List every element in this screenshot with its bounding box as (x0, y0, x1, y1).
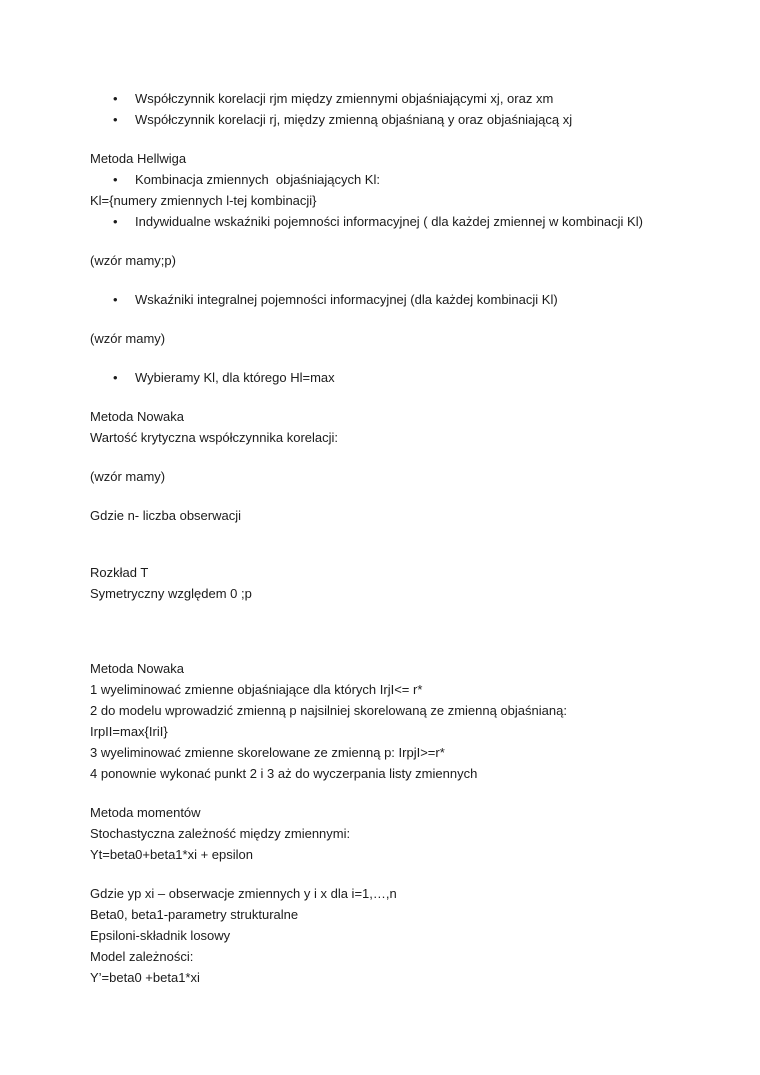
document-body (90, 88, 672, 988)
line-text: Epsiloni-składnik losowy (90, 928, 231, 943)
bullet-item (90, 211, 672, 232)
text-line (90, 802, 672, 823)
bullet-icon: • (113, 292, 118, 307)
bullet-icon: • (113, 370, 118, 385)
text-line (90, 679, 672, 700)
blank-line (90, 310, 672, 328)
line-text: Kl={numery zmiennych l-tej kombinacji} (90, 193, 317, 208)
blank-line (90, 526, 672, 544)
blank-line (90, 865, 672, 883)
line-text: Wybieramy Kl, dla którego Hl=max (135, 370, 335, 385)
blank-line (90, 388, 672, 406)
text-line (90, 925, 672, 946)
text-line (90, 763, 672, 784)
text-line (90, 823, 672, 844)
text-line (90, 190, 672, 211)
line-text: Symetryczny względem 0 ;p (90, 586, 252, 601)
bullet-icon: • (113, 112, 118, 127)
blank-line (90, 349, 672, 367)
text-line (90, 721, 672, 742)
line-text: Metoda Nowaka (90, 661, 184, 676)
line-text: Gdzie n- liczba obserwacji (90, 508, 242, 523)
text-line (90, 904, 672, 925)
text-line (90, 250, 672, 271)
bullet-icon: • (113, 172, 118, 187)
text-line (90, 700, 672, 721)
blank-line (90, 448, 672, 466)
text-line (90, 148, 672, 169)
line-text: 2 do modelu wprowadzić zmienną p najsilniej skorelowaną ze zmienną objaśnianą: (90, 703, 567, 718)
bullet-item (90, 88, 672, 109)
bullet-icon: • (113, 214, 118, 229)
line-text: Wskaźniki integralnej pojemności informacyjnej (dla każdej kombinacji Kl) (135, 292, 558, 307)
blank-line (90, 544, 672, 562)
line-text: Rozkład T (90, 565, 149, 580)
line-text: Indywidualne wskaźniki pojemności informacyjnej ( dla każdej zmiennej w kombinacji Kl) (135, 214, 643, 229)
line-text: Metoda Nowaka (90, 409, 184, 424)
line-text: Beta0, beta1-parametry strukturalne (90, 907, 299, 922)
text-line (90, 883, 672, 904)
blank-line (90, 640, 672, 658)
bullet-icon: • (113, 91, 118, 106)
text-line (90, 427, 672, 448)
line-text: Y’=beta0 +beta1*xi (90, 970, 200, 985)
text-line (90, 328, 672, 349)
line-text: 3 wyeliminować zmienne skorelowane ze zmienną p: IrpjI>=r* (90, 745, 445, 760)
line-text: Gdzie yp xi – obserwacje zmiennych y i x dla i=1,…,n (90, 886, 397, 901)
line-text: IrpII=max{IriI} (90, 724, 168, 739)
blank-line (90, 487, 672, 505)
bullet-item (90, 367, 672, 388)
line-text: 4 ponownie wykonać punkt 2 i 3 aż do wyczerpania listy zmiennych (90, 766, 478, 781)
text-line (90, 946, 672, 967)
line-text: Yt=beta0+beta1*xi + epsilon (90, 847, 253, 862)
line-text: Kombinacja zmiennych objaśniających Kl: (135, 172, 380, 187)
line-text: (wzór mamy) (90, 469, 166, 484)
line-text: Współczynnik korelacji rjm między zmiennymi objaśniającymi xj, oraz xm (135, 91, 554, 106)
blank-line (90, 622, 672, 640)
blank-line (90, 271, 672, 289)
bullet-item (90, 289, 672, 310)
line-text: 1 wyeliminować zmienne objaśniające dla których IrjI<= r* (90, 682, 423, 697)
text-line (90, 562, 672, 583)
text-line (90, 505, 672, 526)
text-line (90, 742, 672, 763)
text-line (90, 406, 672, 427)
line-text: (wzór mamy;p) (90, 253, 176, 268)
line-text: (wzór mamy) (90, 331, 166, 346)
line-text: Stochastyczna zależność między zmiennymi: (90, 826, 351, 841)
line-text: Metoda momentów (90, 805, 201, 820)
text-line (90, 466, 672, 487)
text-line (90, 658, 672, 679)
blank-line (90, 604, 672, 622)
bullet-item (90, 169, 672, 190)
line-text: Metoda Hellwiga (90, 151, 187, 166)
text-line (90, 844, 672, 865)
text-line (90, 583, 672, 604)
blank-line (90, 232, 672, 250)
text-line (90, 967, 672, 988)
line-text: Współczynnik korelacji rj, między zmienną objaśnianą y oraz objaśniającą xj (135, 112, 573, 127)
line-text: Wartość krytyczna współczynnika korelacji: (90, 430, 339, 445)
line-text: Model zależności: (90, 949, 194, 964)
bullet-item (90, 109, 672, 130)
blank-line (90, 784, 672, 802)
blank-line (90, 130, 672, 148)
